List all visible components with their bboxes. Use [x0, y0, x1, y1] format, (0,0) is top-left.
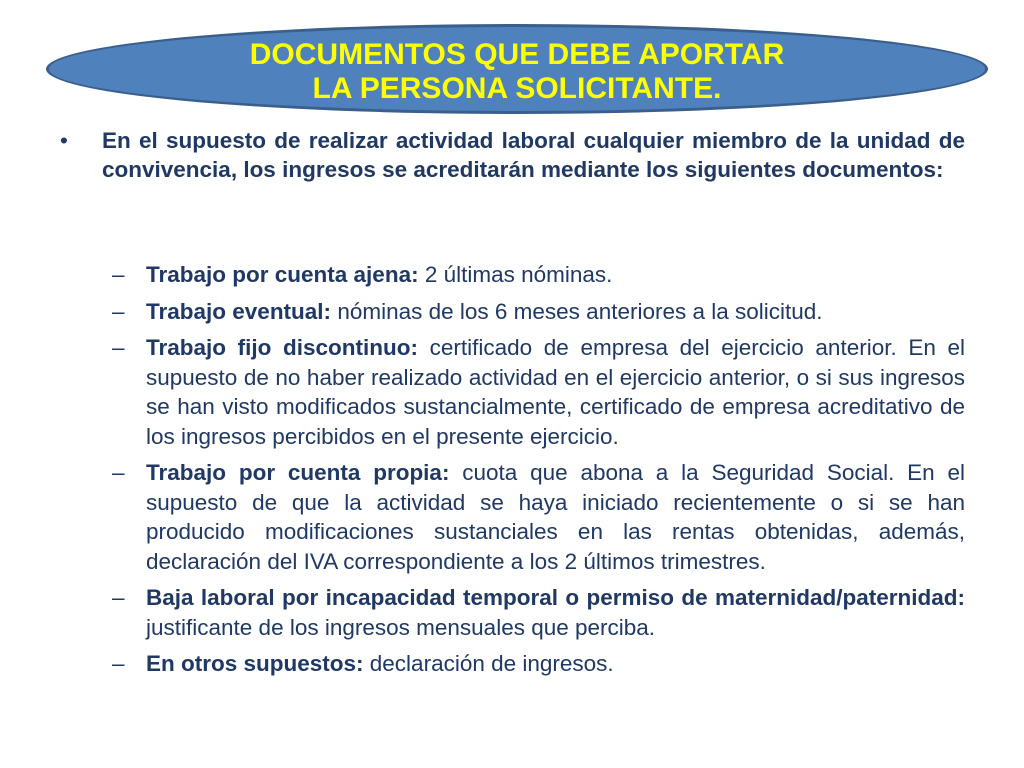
- list-item-body: [146, 297, 965, 327]
- title-banner: [46, 24, 988, 114]
- list-item-body: [146, 333, 965, 451]
- page-title: [250, 38, 784, 106]
- list-item: [112, 458, 965, 576]
- dash-icon: –: [112, 262, 125, 287]
- list-item-body: [146, 458, 965, 576]
- dash-icon: –: [112, 585, 125, 610]
- list-item-body: [146, 649, 965, 679]
- list-item-text: justificante de los ingresos mensuales que perciba.: [146, 614, 656, 640]
- list-item-text: nóminas de los 6 meses anteriores a la solicitud.: [331, 298, 823, 324]
- list-item-label: Trabajo fijo discontinuo:: [146, 335, 418, 360]
- dash-icon: –: [112, 335, 125, 360]
- dash-icon: –: [112, 460, 125, 485]
- title-line-1: DOCUMENTOS QUE DEBE APORTAR: [249, 38, 785, 71]
- intro-bullet: [60, 126, 965, 184]
- document-list: [112, 260, 965, 686]
- list-item-label: Trabajo por cuenta ajena:: [146, 262, 419, 287]
- list-item-text: certificado de empresa del ejercicio anterior. En el supuesto de no haber realizado actividad en el ejercicio anterior, o si sus ingresos se han visto modificados sustancialmente, certificado de empresa acreditativo de los ingresos percibidos en el presente ejercicio.: [146, 335, 965, 449]
- list-item-text: cuota que abona a la Seguridad Social. En el supuesto de que la actividad se haya iniciado recientemente o si se han producido modificaciones sustanciales en las rentas obtenidas, además, declaración del IVA correspondiente a los 2 últimos trimestres.: [146, 460, 965, 574]
- list-item: [112, 649, 965, 679]
- list-item-label: Trabajo eventual:: [146, 298, 332, 324]
- dash-icon: –: [112, 651, 125, 676]
- list-item: [112, 297, 965, 327]
- list-item: [112, 583, 965, 642]
- bullet-icon: •: [60, 128, 68, 153]
- list-item-body: [146, 583, 965, 642]
- list-item: [112, 260, 965, 290]
- list-item-label: Trabajo por cuenta propia:: [146, 460, 450, 485]
- list-item-text: declaración de ingresos.: [363, 651, 614, 676]
- dash-icon: –: [112, 298, 125, 324]
- list-item-body: [146, 260, 965, 290]
- intro-text: En el supuesto de realizar actividad laboral cualquier miembro de la unidad de convivencia, los ingresos se acreditarán mediante los siguientes documentos:: [102, 128, 965, 182]
- title-line-2: LA PERSONA SOLICITANTE.: [312, 72, 722, 105]
- list-item-label: En otros supuestos:: [146, 651, 364, 676]
- list-item: [112, 333, 965, 451]
- list-item-text: 2 últimas nóminas.: [418, 262, 613, 287]
- list-item-label: Baja laboral por incapacidad temporal o permiso de maternidad/paternidad:: [146, 585, 965, 610]
